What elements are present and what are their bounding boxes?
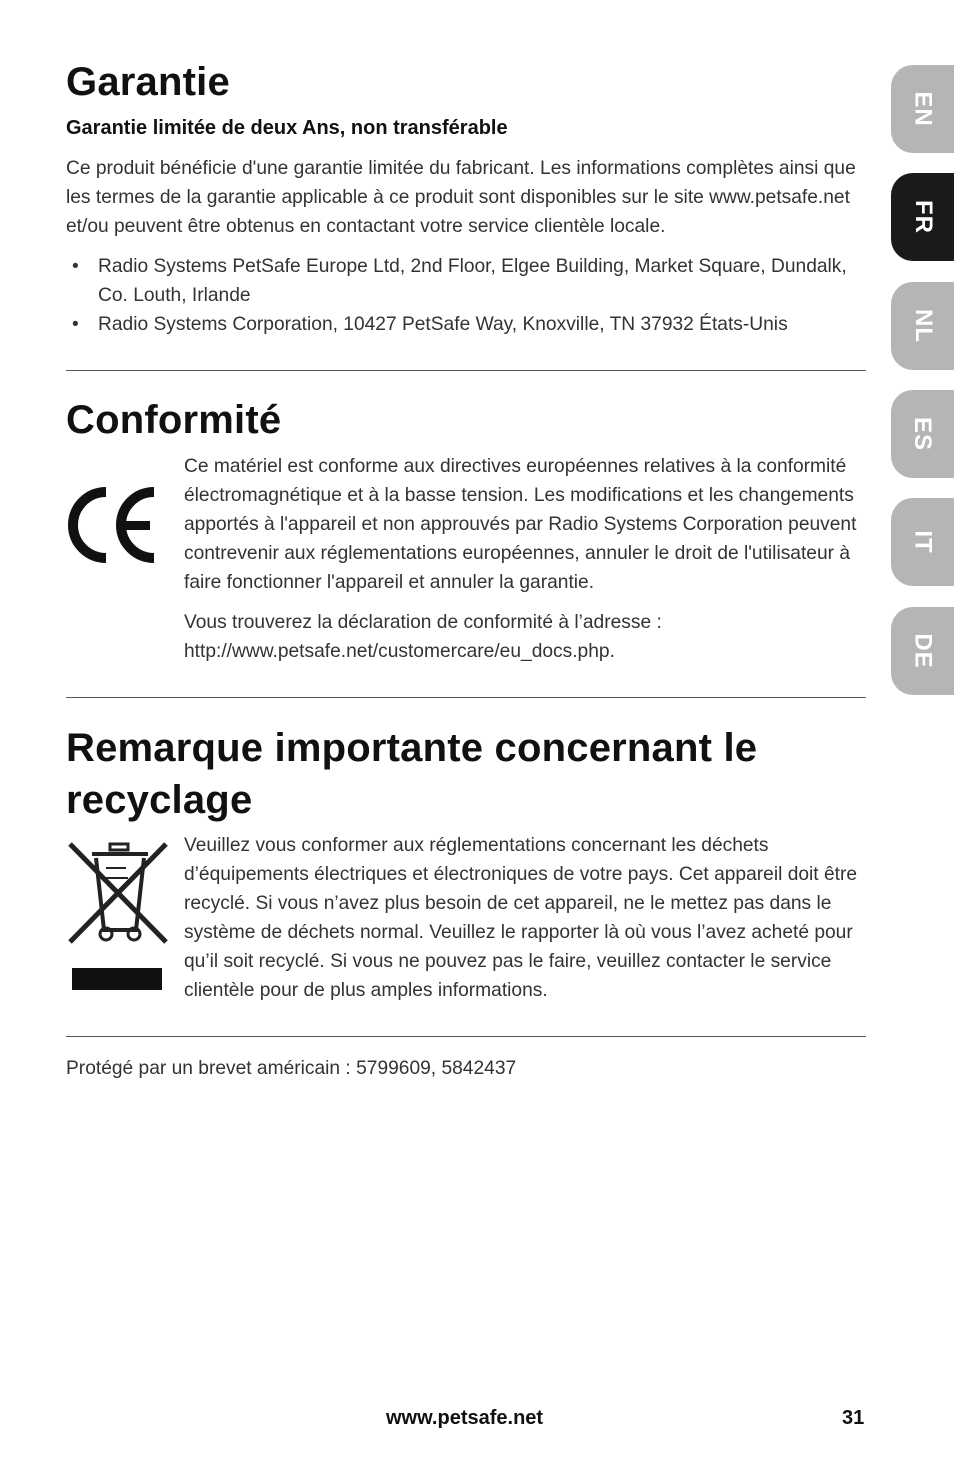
garantie-paragraph: Ce produit bénéficie d'une garantie limitée du fabricant. Les informations complètes ainsi que les termes de la garantie applicable à ce produit sont disponibles sur le site www.petsafe.net et/ou peuvent être obtenus en contactant votre service clientèle locale. <box>66 158 856 237</box>
conformite-title: Conformité <box>66 398 282 442</box>
address-list <box>66 252 866 339</box>
section-divider <box>66 697 866 698</box>
tab-label: IT <box>909 530 937 554</box>
tab-nl[interactable] <box>891 282 954 370</box>
footer-url: www.petsafe.net <box>386 1407 544 1429</box>
recyclage-paragraph: Veuillez vous conformer aux réglementations concernant les déchets d’équipements électriques et électroniques de votre pays. Cet appareil doit être recyclé. Si vous n’avez plus besoin de cet appareil, ne le mettez pas dans le système de déchets normal. Veuillez le rapporter là où vous l’avez acheté pour qu’il soit recyclé. Si vous ne pouvez pas le faire, veuillez contacter le service clientèle pour de plus amples informations. <box>184 835 858 1001</box>
language-tabs <box>890 0 954 720</box>
garantie-title: Garantie <box>66 60 230 104</box>
ce-mark-icon <box>66 484 158 566</box>
page-number: 31 <box>842 1407 865 1429</box>
conformite-paragraph: Ce matériel est conforme aux directives européennes relatives à la conformité électromagnétique et à la basse tension. Les modifications et les changements apportés à l'appareil et non approuvés par Radio Systems Corporation peuvent contrevenir aux réglementations européennes, annuler le droit de l'utilisateur à faire fonctionner l'appareil et annuler la garantie. <box>184 456 857 593</box>
address-item <box>66 252 866 310</box>
patent-notice: Protégé par un brevet américain : 5799609, 5842437 <box>66 1058 517 1079</box>
recyclage-title: Remarque importante concernant le recyclage <box>66 726 758 822</box>
bullet: • <box>72 256 79 277</box>
tab-label: ES <box>909 416 937 452</box>
tab-label: EN <box>909 91 937 127</box>
section-divider <box>66 370 866 371</box>
tab-en[interactable] <box>891 65 954 153</box>
tab-de[interactable] <box>891 607 954 695</box>
weee-crossed-bin-icon <box>66 838 172 994</box>
address-text: Radio Systems Corporation, 10427 PetSafe Way, Knoxville, TN 37932 États-Unis <box>98 314 788 335</box>
tab-es[interactable] <box>891 390 954 478</box>
address-text: Radio Systems PetSafe Europe Ltd, 2nd Floor, Elgee Building, Market Square, Dundalk, Co. Louth, Irlande <box>98 256 847 306</box>
tab-it[interactable] <box>891 498 954 586</box>
conformite-declaration: Vous trouverez la déclaration de conformité à l’adresse : http://www.petsafe.net/customercare/eu_docs.php. <box>184 612 662 662</box>
tab-label: DE <box>909 633 937 669</box>
address-item <box>66 310 866 339</box>
tab-fr[interactable] <box>891 173 954 261</box>
garantie-subtitle: Garantie limitée de deux Ans, non transférable <box>66 117 508 139</box>
tab-label: FR <box>909 200 937 234</box>
bullet: • <box>72 314 79 335</box>
section-divider <box>66 1036 866 1037</box>
tab-label: NL <box>909 309 937 343</box>
